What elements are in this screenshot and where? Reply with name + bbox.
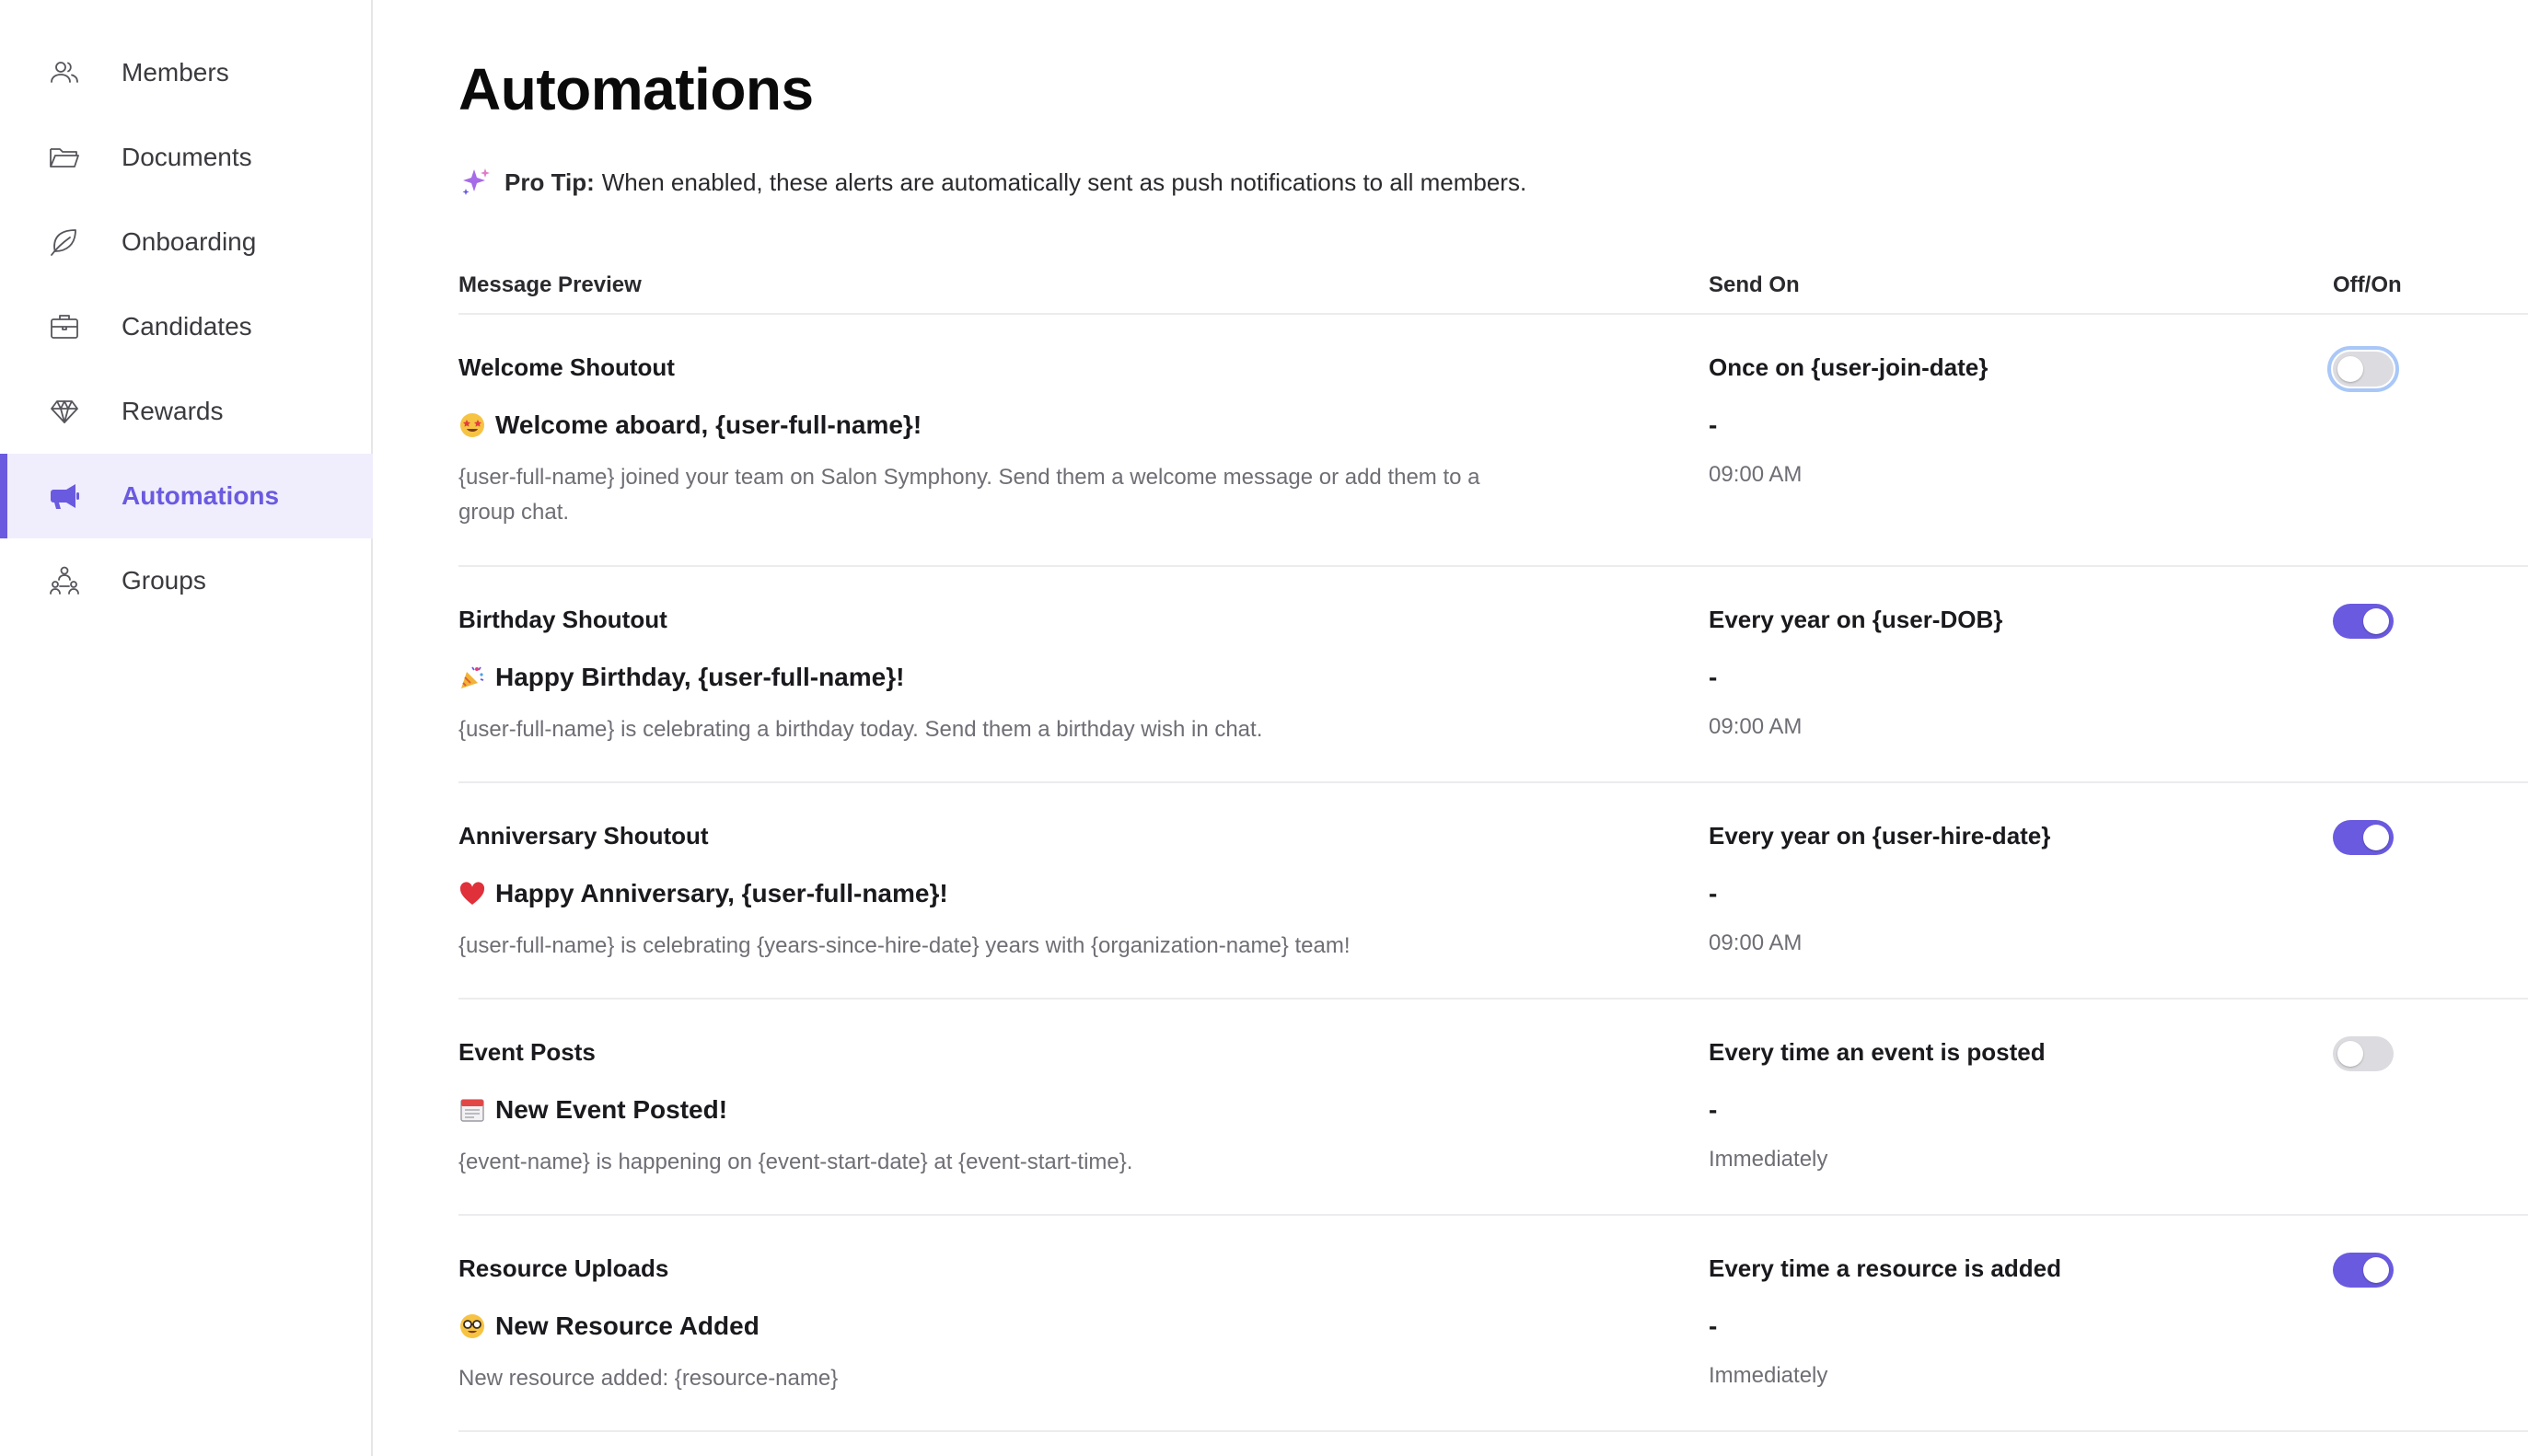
message-title-text: New Resource Added bbox=[495, 1312, 760, 1340]
header-send-on: Send On bbox=[1709, 272, 1800, 297]
pro-tip-text: When enabled, these alerts are automatically sent as push notifications to all members. bbox=[601, 168, 1527, 196]
sidebar-item-candidates[interactable] bbox=[0, 284, 373, 369]
send-on-schedule: Every time a resource is added bbox=[1709, 1254, 2061, 1282]
send-on-dash: - bbox=[1709, 410, 1718, 439]
table-row bbox=[458, 1216, 2528, 1432]
automation-name: Welcome Shoutout bbox=[458, 353, 675, 381]
message-title-text: New Event Posted! bbox=[495, 1095, 728, 1124]
diamond-icon bbox=[48, 395, 81, 428]
message-title bbox=[458, 1312, 760, 1341]
message-title bbox=[458, 879, 948, 908]
sidebar-item-documents[interactable] bbox=[0, 115, 373, 200]
message-title bbox=[458, 663, 904, 692]
nerd-face-emoji-icon bbox=[458, 1312, 486, 1340]
table-row bbox=[458, 783, 2528, 1000]
table-header bbox=[458, 269, 2528, 315]
toggle-event-posts[interactable] bbox=[2333, 1036, 2394, 1071]
folder-icon bbox=[48, 141, 81, 174]
leaf-icon bbox=[48, 225, 81, 259]
send-on-dash: - bbox=[1709, 1312, 1718, 1340]
party-popper-emoji-icon bbox=[458, 664, 486, 691]
message-title bbox=[458, 1095, 727, 1125]
main-content bbox=[458, 0, 2528, 1456]
send-time: Immediately bbox=[1709, 1363, 1828, 1388]
sidebar-item-rewards[interactable] bbox=[0, 369, 373, 454]
send-time: Immediately bbox=[1709, 1147, 1828, 1172]
send-time: 09:00 AM bbox=[1709, 462, 1803, 487]
send-on-dash: - bbox=[1709, 663, 1718, 691]
message-description: {user-full-name} joined your team on Salon Symphony. Send them a welcome message or add them to a group chat. bbox=[458, 465, 1480, 525]
send-on-dash: - bbox=[1709, 879, 1718, 907]
sidebar-item-label: Onboarding bbox=[122, 227, 257, 256]
sidebar-item-label: Candidates bbox=[122, 312, 252, 341]
automation-name: Resource Uploads bbox=[458, 1254, 669, 1282]
sidebar-nav bbox=[0, 30, 373, 623]
header-message-preview: Message Preview bbox=[458, 272, 642, 297]
header-off-on: Off/On bbox=[2333, 272, 2402, 297]
automation-list bbox=[458, 315, 2528, 1432]
megaphone-icon bbox=[48, 480, 81, 513]
send-time: 09:00 AM bbox=[1709, 714, 1803, 739]
toggle-resource-uploads[interactable] bbox=[2333, 1253, 2394, 1288]
send-on-schedule: Every time an event is posted bbox=[1709, 1038, 2046, 1066]
sidebar-item-label: Groups bbox=[122, 566, 206, 595]
send-on-schedule: Every year on {user-hire-date} bbox=[1709, 822, 2051, 849]
heart-emoji-icon bbox=[458, 880, 486, 907]
toggle-knob bbox=[2337, 1041, 2363, 1067]
automation-name: Event Posts bbox=[458, 1038, 596, 1066]
table-row bbox=[458, 315, 2528, 567]
toggle-welcome-shoutout[interactable] bbox=[2333, 352, 2394, 387]
sidebar-item-members[interactable] bbox=[0, 30, 373, 115]
message-title-text: Welcome aboard, {user-full-name}! bbox=[495, 410, 922, 439]
table-row bbox=[458, 567, 2528, 783]
group-icon bbox=[48, 564, 81, 597]
send-time: 09:00 AM bbox=[1709, 930, 1803, 955]
sidebar-item-groups[interactable] bbox=[0, 538, 373, 623]
message-description: New resource added: {resource-name} bbox=[458, 1366, 839, 1391]
toggle-knob bbox=[2337, 356, 2363, 382]
sidebar-item-label: Automations bbox=[122, 481, 280, 510]
send-on-dash: - bbox=[1709, 1095, 1718, 1124]
send-on-schedule: Once on {user-join-date} bbox=[1709, 353, 1989, 381]
sparkle-icon bbox=[458, 166, 492, 199]
automation-name: Birthday Shoutout bbox=[458, 606, 667, 633]
toggle-anniversary-shoutout[interactable] bbox=[2333, 820, 2394, 855]
users-icon bbox=[48, 56, 81, 89]
page-title: Automations bbox=[458, 56, 814, 122]
automation-name: Anniversary Shoutout bbox=[458, 822, 709, 849]
sidebar-item-label: Rewards bbox=[122, 397, 224, 425]
table-row bbox=[458, 1000, 2528, 1216]
sidebar-item-onboarding[interactable] bbox=[0, 200, 373, 284]
sidebar-item-label: Documents bbox=[122, 143, 252, 171]
sidebar bbox=[0, 0, 373, 1456]
message-title bbox=[458, 410, 922, 440]
message-description: {user-full-name} is celebrating {years-since-hire-date} years with {organization-name} team! bbox=[458, 933, 1351, 958]
message-description: {user-full-name} is celebrating a birthday today. Send them a birthday wish in chat. bbox=[458, 717, 1263, 742]
send-on-schedule: Every year on {user-DOB} bbox=[1709, 606, 2003, 633]
toggle-knob bbox=[2363, 608, 2389, 634]
message-description: {event-name} is happening on {event-start-date} at {event-start-time}. bbox=[458, 1150, 1133, 1174]
message-title-text: Happy Anniversary, {user-full-name}! bbox=[495, 879, 948, 907]
toggle-knob bbox=[2363, 825, 2389, 850]
briefcase-icon bbox=[48, 310, 81, 343]
pro-tip bbox=[458, 166, 1526, 199]
calendar-emoji-icon bbox=[458, 1096, 486, 1124]
sidebar-item-automations[interactable] bbox=[0, 454, 373, 538]
toggle-birthday-shoutout[interactable] bbox=[2333, 604, 2394, 639]
sidebar-item-label: Members bbox=[122, 58, 229, 87]
toggle-knob bbox=[2363, 1257, 2389, 1283]
pro-tip-label: Pro Tip: bbox=[504, 168, 595, 196]
star-struck-emoji-icon bbox=[458, 411, 486, 439]
message-title-text: Happy Birthday, {user-full-name}! bbox=[495, 663, 905, 691]
